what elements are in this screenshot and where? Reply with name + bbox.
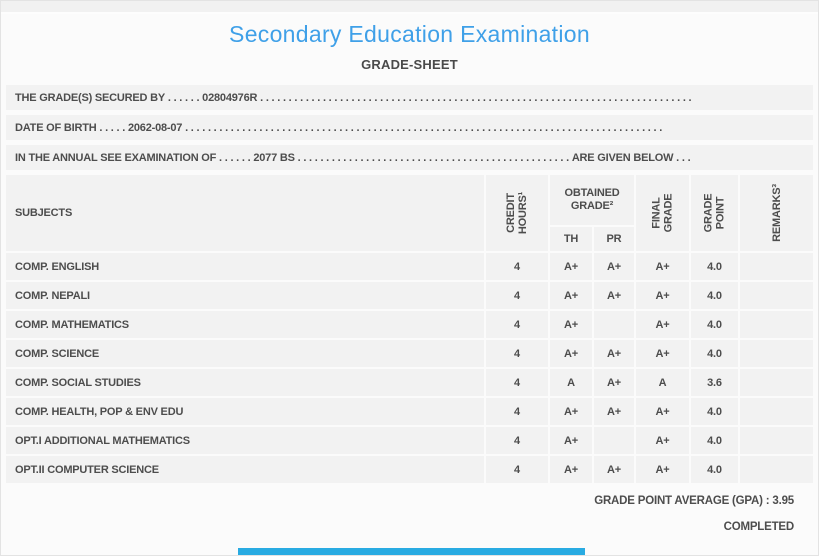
grade-point-cell: 3.6: [691, 369, 738, 396]
dot-leader: . . . . . . . . . . . . . . . . . . . . . . . . . . . . . . . . . . . . . . . . . . . . . . . . . . . . . . . . . . . . . . . . . . . . . . . . . . . . . . . . . . . .: [182, 121, 663, 134]
subject-cell: OPT.I ADDITIONAL MATHEMATICS: [6, 427, 484, 454]
date-of-birth-value: 2062-08-07: [127, 121, 183, 134]
remarks-cell: [740, 340, 813, 367]
grade-point-cell: 4.0: [691, 398, 738, 425]
horizontal-scrollbar-thumb[interactable]: [238, 548, 585, 555]
gpa-separator: :: [762, 495, 773, 507]
dot-leader: . . . . . . . . . . . . . . . . . . . . . . . . . . . . . . . . . . . . . . . . . . . . . . . . . . . . . . . . . . . . . . . . . . . . . . . . . . . .: [257, 91, 692, 104]
th-grade-cell: A+: [550, 398, 592, 425]
pr-grade-cell: A+: [594, 456, 634, 483]
final-grade-cell: A+: [636, 427, 689, 454]
page-subtitle: GRADE-SHEET: [361, 57, 458, 72]
th-grade-cell: A+: [550, 456, 592, 483]
credit-cell: 4: [486, 340, 548, 367]
dot-leader: . . . . . . . . . . . . . . . . . . . . . . . . . . . . . . . . . . . . . . . . . . . . . . . .: [294, 151, 572, 164]
subject-cell: COMP. SOCIAL STUDIES: [6, 369, 484, 396]
column-header-th: TH: [550, 227, 592, 251]
subject-cell: COMP. NEPALI: [6, 282, 484, 309]
final-grade-cell: A+: [636, 398, 689, 425]
remarks-cell: [740, 282, 813, 309]
grade-table: [6, 175, 813, 483]
grade-point-cell: 4.0: [691, 456, 738, 483]
remarks-cell: [740, 456, 813, 483]
credit-cell: 4: [486, 456, 548, 483]
column-header-obtained-grade: OBTAINED GRADE²: [550, 175, 634, 225]
subject-cell: COMP. SCIENCE: [6, 340, 484, 367]
credit-cell: 4: [486, 282, 548, 309]
pr-grade-cell: [594, 311, 634, 338]
info-label: DATE OF BIRTH: [15, 121, 97, 134]
th-grade-cell: A+: [550, 427, 592, 454]
final-grade-cell: A+: [636, 456, 689, 483]
page-title: Secondary Education Examination: [229, 21, 590, 47]
grade-point-cell: 4.0: [691, 282, 738, 309]
pr-grade-cell: A+: [594, 340, 634, 367]
th-grade-cell: A+: [550, 253, 592, 280]
gpa-value: 3.95: [772, 495, 794, 507]
remarks-cell: [740, 253, 813, 280]
info-label: IN THE ANNUAL SEE EXAMINATION OF: [15, 151, 217, 164]
final-grade-cell: A+: [636, 340, 689, 367]
remarks-cell: [740, 398, 813, 425]
column-header-final-grade: FINAL GRADE: [636, 175, 689, 251]
credit-cell: 4: [486, 311, 548, 338]
final-grade-cell: A+: [636, 253, 689, 280]
th-grade-cell: A+: [550, 340, 592, 367]
credit-cell: 4: [486, 253, 548, 280]
pr-grade-cell: A+: [594, 369, 634, 396]
subject-cell: COMP. MATHEMATICS: [6, 311, 484, 338]
th-grade-cell: A+: [550, 282, 592, 309]
subject-cell: COMP. ENGLISH: [6, 253, 484, 280]
column-header-credit-hours: CREDIT HOURS¹: [486, 175, 548, 251]
grade-point-cell: 4.0: [691, 311, 738, 338]
th-grade-cell: A: [550, 369, 592, 396]
remarks-cell: [740, 427, 813, 454]
dot-leader: . . . . . .: [216, 151, 254, 164]
completion-status: COMPLETED: [723, 521, 794, 533]
final-grade-cell: A+: [636, 311, 689, 338]
pr-grade-cell: A+: [594, 282, 634, 309]
pr-grade-cell: A+: [594, 398, 634, 425]
info-line-grades-secured-by: [6, 85, 813, 110]
grade-point-cell: 4.0: [691, 427, 738, 454]
column-header-grade-point: GRADE POINT: [691, 175, 738, 251]
grade-point-cell: 4.0: [691, 253, 738, 280]
dot-leader: . . . . .: [96, 121, 128, 134]
top-strip: [1, 1, 818, 14]
final-grade-cell: A+: [636, 282, 689, 309]
column-header-remarks: REMARKS³: [740, 175, 813, 251]
pr-grade-cell: [594, 427, 634, 454]
column-header-subjects: SUBJECTS: [6, 175, 484, 251]
pr-grade-cell: A+: [594, 253, 634, 280]
final-grade-cell: A: [636, 369, 689, 396]
credit-cell: 4: [486, 427, 548, 454]
dot-leader: . . . . . .: [165, 91, 203, 104]
candidate-info: [6, 85, 813, 170]
subject-cell: OPT.II COMPUTER SCIENCE: [6, 456, 484, 483]
credit-cell: 4: [486, 398, 548, 425]
remarks-cell: [740, 311, 813, 338]
gpa-line: [1, 495, 794, 507]
result-footer: [1, 495, 818, 533]
info-label: THE GRADE(S) SECURED BY: [15, 91, 166, 104]
credit-cell: 4: [486, 369, 548, 396]
info-line-date-of-birth: [6, 115, 813, 140]
exam-year-value: 2077 BS: [253, 151, 295, 164]
column-header-pr: PR: [594, 227, 634, 251]
symbol-number-value: 02804976R: [202, 91, 258, 104]
th-grade-cell: A+: [550, 311, 592, 338]
subject-cell: COMP. HEALTH, POP & ENV EDU: [6, 398, 484, 425]
info-line-examination-year: [6, 145, 813, 170]
info-suffix: ARE GIVEN BELOW . . .: [571, 151, 691, 164]
gpa-label: GRADE POINT AVERAGE (GPA): [594, 495, 763, 507]
remarks-cell: [740, 369, 813, 396]
grade-point-cell: 4.0: [691, 340, 738, 367]
